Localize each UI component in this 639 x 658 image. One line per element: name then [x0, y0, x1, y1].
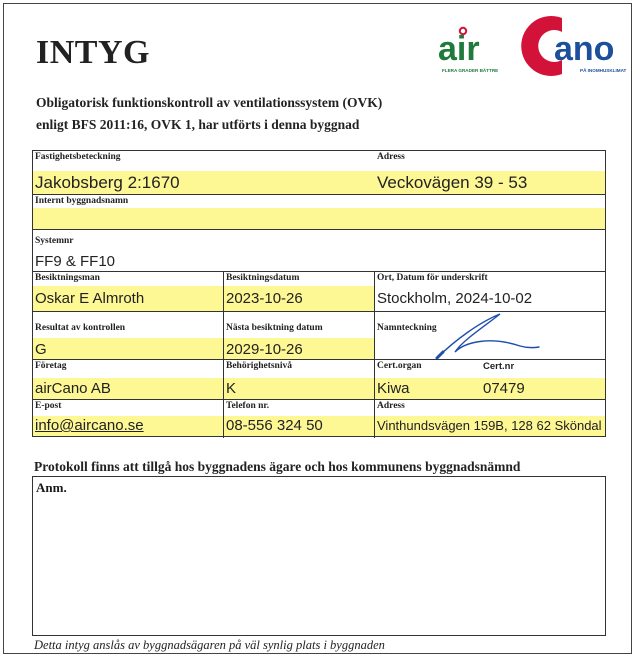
value-ort-datum[interactable]: Stockholm, 2024-10-02: [377, 290, 533, 307]
value-fastighetsbeteckning[interactable]: Jakobsberg 2:1670: [33, 171, 374, 195]
label-cert-organ: Cert.organ: [377, 361, 422, 371]
label-epost: E-post: [35, 401, 62, 411]
field-resultat: [33, 312, 223, 360]
subtitle: [36, 92, 382, 136]
signature-stroke-start: [437, 352, 443, 358]
field-besiktningsdatum: [224, 272, 374, 312]
label-adress: Adress: [377, 152, 405, 162]
field-adress: [374, 151, 605, 195]
label-nasta-besiktning: Nästa besiktning datum: [226, 323, 323, 333]
value-behorighetsniva[interactable]: K: [224, 378, 374, 400]
aircano-logo: [434, 8, 630, 78]
field-telefon: [224, 400, 374, 436]
value-epost[interactable]: info@aircano.se: [35, 417, 144, 434]
label-internt-byggnadsnamn: Internt byggnadsnamn: [35, 196, 129, 206]
value-foretag[interactable]: airCano AB: [33, 378, 223, 400]
value-systemnr[interactable]: FF9 & FF10: [35, 253, 116, 270]
field-systemnr: [33, 230, 605, 272]
field-ort-datum: [375, 272, 605, 312]
field-besiktningsman: [33, 272, 223, 312]
label-systemnr: Systemnr: [35, 236, 74, 246]
subtitle-line-2: enligt BFS 2011:16, OVK 1, har utförts i denna byggnad: [36, 117, 360, 132]
anm-label: Anm.: [36, 480, 67, 495]
ovk-form-table: [32, 150, 606, 437]
field-foretag-adress: [375, 400, 605, 436]
label-cert-nr: Cert.nr: [483, 361, 515, 372]
value-internt-byggnadsnamn[interactable]: [33, 208, 605, 230]
logo-text-air: air: [438, 30, 480, 68]
label-ort-datum: Ort, Datum för underskrift: [377, 273, 488, 283]
value-foretag-adress[interactable]: Vinthundsvägen 159B, 128 62 Sköndal: [375, 416, 605, 436]
label-besiktningsdatum: Besiktningsdatum: [226, 273, 300, 283]
field-cert: [375, 360, 605, 400]
label-resultat: Resultat av kontrollen: [35, 323, 126, 333]
label-besiktningsman: Besiktningsman: [35, 273, 100, 283]
logo-text-ano: ano: [554, 30, 615, 68]
label-foretag: Företag: [35, 361, 67, 371]
signature-stroke: [437, 314, 539, 358]
label-foretag-adress: Adress: [377, 401, 405, 411]
value-besiktningsman[interactable]: Oskar E Almroth: [33, 286, 223, 312]
field-epost: [33, 400, 223, 436]
value-telefon[interactable]: 08-556 324 50: [224, 416, 374, 436]
field-namnteckning: [375, 312, 605, 360]
signature-image: [435, 312, 545, 360]
field-internt-byggnadsnamn: [33, 195, 605, 230]
field-nasta-besiktning: [224, 312, 374, 360]
subtitle-line-1: Obligatorisk funktionskontroll av ventilationssystem (OVK): [36, 95, 383, 110]
label-behorighetsniva: Behörighetsnivå: [226, 361, 292, 371]
value-besiktningsdatum[interactable]: 2023-10-26: [224, 286, 374, 312]
label-fastighetsbeteckning: Fastighetsbeteckning: [35, 152, 121, 162]
cert-values: [375, 378, 605, 400]
footer-note: Detta intyg anslås av byggnadsägaren på väl synlig plats i byggnaden: [34, 638, 385, 652]
aircano-logo-graphic: [434, 8, 630, 78]
value-resultat[interactable]: G: [33, 338, 223, 360]
page-title: INTYG: [36, 34, 150, 71]
field-foretag: [33, 360, 223, 400]
value-cert-nr[interactable]: 07479: [483, 380, 525, 397]
logo-tagline-left: FLERA GRADER BÄTTRE: [442, 68, 499, 73]
logo-tagline-right: PÅ INOMHUSKLIMAT: [580, 68, 627, 73]
value-cert-organ[interactable]: Kiwa: [377, 380, 410, 397]
value-epost-container: [33, 416, 223, 436]
value-adress[interactable]: Veckovägen 39 - 53: [374, 171, 605, 195]
anm-box[interactable]: [32, 476, 606, 636]
label-namnteckning: Namnteckning: [377, 323, 437, 333]
field-behorighetsniva: [224, 360, 374, 400]
protocol-note: Protokoll finns att tillgå hos byggnadens ägare och hos kommunens byggnadsnämnd: [34, 459, 521, 474]
field-fastighetsbeteckning: [33, 151, 374, 195]
value-nasta-besiktning[interactable]: 2029-10-26: [224, 338, 374, 360]
label-telefon: Telefon nr.: [226, 401, 270, 411]
